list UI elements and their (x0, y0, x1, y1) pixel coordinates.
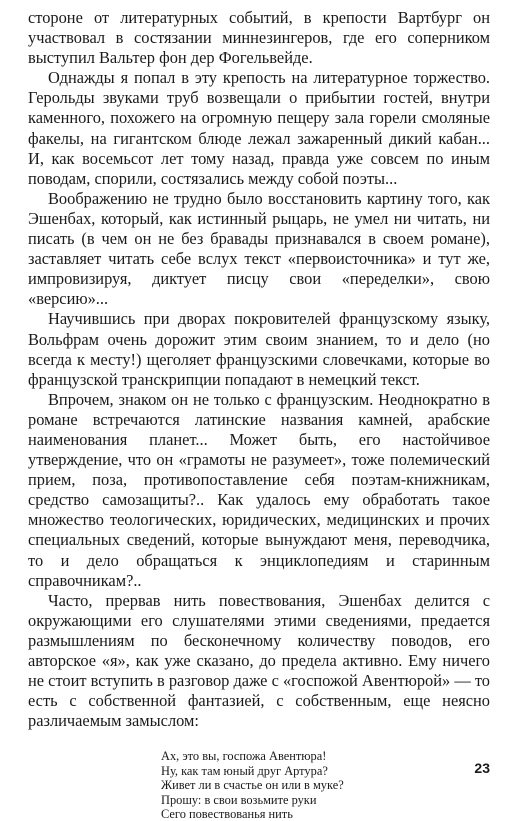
verse-line: Живет ли в счастье он или в муке? (161, 778, 344, 793)
verse-line: Ах, это вы, госпожа Авентюра! (161, 749, 327, 764)
paragraph-wartburg-visit: Однажды я попал в эту крепость на литературное торжество. Герольды звуками труб возвещали о прибытии гостей, внутри каменного, похожего на огромную пещеру зала горели смоляные факелы, на гигантском блюде лежал зажаренный дикий кабан... И, как восемьсот лет тому назад, правда уже совсем по иным поводам, спорили, состязались между собой поэты... (28, 68, 490, 188)
paragraph-imagination: Воображению не трудно было восстановить картину того, как Эшенбах, который, как истинный рыцарь, не умел ни читать, ни писать (в чем он не без бравады признавался в своем романе), заставляет читать себе вслух текст «первоисточника» и тут же, импровизируя, диктует писцу свои «переделки», свою «версию»... (28, 188, 490, 309)
verse-line: Сего повествованья нить (161, 807, 293, 821)
verse-quote (161, 749, 490, 821)
paragraph-continuation: стороне от литературных событий, в крепости Вартбург он участвовал в состязании миннезингеров, где его соперником выступил Вальтер фон дер Фогельвейде. (28, 8, 490, 68)
paragraph-digressions: Часто, прервав нить повествования, Эшенбах делится с окружающими его слушателями этими сведениями, предается размышлениям по бесконечному количеству поводов, его авторское «я», как уже сказано, до предела активно. Ему ничего не стоит вступить в разговор даже с «госпожой Авентюрой» — то есть с собственной фантазией, с собственным, еще неясно различаемым замыслом: (28, 590, 490, 731)
paragraph-french: Научившись при дворах покровителей французскому языку, Вольфрам очень дорожит этим своим знанием, то и дело (но всегда к месту!) щеголяет французскими словечками, которые во французской транскрипции попадают в немецкий текст. (28, 309, 490, 389)
verse-line: Ну, как там юный друг Артура? (161, 763, 328, 778)
page-number: 23 (474, 760, 490, 776)
paragraph-latin-arabic: Впрочем, знаком он не только с французским. Неоднократно в романе встречаются латинские названия камней, арабские наименования планет... Может быть, его настойчивое утверждение, что он «грамоты не разумеет», тоже полемический прием, поза, противопоставление себя поэтам-книжникам, средство самозащиты?.. Как удалось ему обработать такое множество теологических, юридических, медицинских и прочих специальных сведений, которые вынуждают меня, переводчика, то и дело обращаться к энциклопедиям и старинным справочникам?.. (28, 389, 490, 590)
verse-line: Прошу: в свои возьмите руки (161, 792, 317, 807)
